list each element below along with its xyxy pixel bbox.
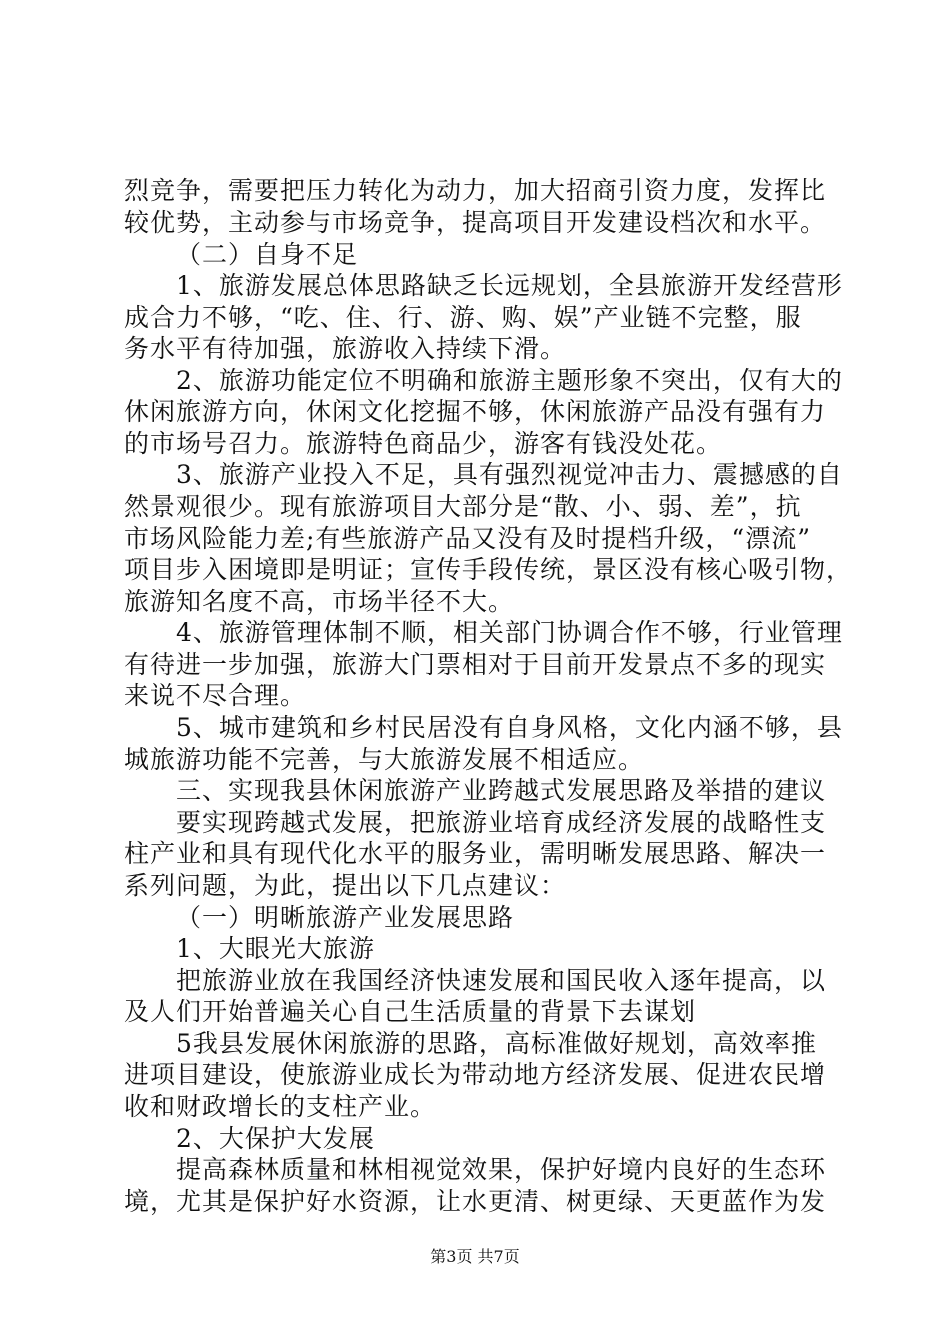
body-text-line: 项目步入困境即是明证；宣传手段传统，景区没有核心吸引物， <box>124 555 853 584</box>
body-text-line: 系列问题，为此，提出以下几点建议： <box>124 871 567 900</box>
item-heading: 1、大眼光大旅游 <box>176 934 375 963</box>
body-text-line: 要实现跨越式发展，把旅游业培育成经济发展的战略性支 <box>176 808 827 837</box>
body-text-line: 来说不尽合理。 <box>124 681 307 710</box>
body-text-line: 的市场号召力。旅游特色商品少，游客有钱没处花。 <box>124 429 723 458</box>
body-text-line: 进项目建设，使旅游业成长为带动地方经济发展、促进农民增 <box>124 1060 827 1089</box>
page-footer: 第3页 共7页 <box>430 1247 520 1266</box>
body-text-line: 及人们开始普遍关心自己生活质量的背景下去谋划 <box>124 997 697 1026</box>
body-text-line: 4、旅游管理体制不顺，相关部门协调合作不够，行业管理 <box>176 618 843 647</box>
body-text-line: 烈竞争，需要把压力转化为动力，加大招商引资力度，发挥比 <box>124 176 827 205</box>
body-text-line: 务水平有待加强，旅游收入持续下滑。 <box>124 334 567 363</box>
body-text-line: 成合力不够，“吃、住、行、游、购、娱”产业链不完整，服 <box>124 303 802 332</box>
body-text-line: 2、旅游功能定位不明确和旅游主题形象不突出，仅有大的 <box>176 366 843 395</box>
body-text-line: 柱产业和具有现代化水平的服务业，需明晰发展思路、解决一 <box>124 839 827 868</box>
body-text-line: 旅游知名度不高，市场半径不大。 <box>124 587 515 616</box>
body-text-line: 把旅游业放在我国经济快速发展和国民收入逐年提高，以 <box>176 966 827 995</box>
body-text-line: 提高森林质量和林相视觉效果，保护好境内良好的生态环 <box>176 1155 827 1184</box>
subsection-heading: （一）明晰旅游产业发展思路 <box>176 903 515 932</box>
body-text-line: 城旅游功能不完善，与大旅游发展不相适应。 <box>124 745 645 774</box>
body-text-line: 境，尤其是保护好水资源，让水更清、树更绿、天更蓝作为发 <box>124 1187 827 1216</box>
item-heading: 2、大保护大发展 <box>176 1124 375 1153</box>
body-text-line: 5、城市建筑和乡村民居没有自身风格，文化内涵不够，县 <box>176 713 843 742</box>
body-text-line: 然景观很少。现有旅游项目大部分是“散、小、弱、差”，抗 <box>124 492 802 521</box>
body-text-line: 休闲旅游方向，休闲文化挖掘不够，休闲旅游产品没有强有力 <box>124 397 827 426</box>
body-text-line: 1、旅游发展总体思路缺乏长远规划，全县旅游开发经营形 <box>176 271 843 300</box>
body-text-line: 较优势，主动参与市场竞争，提高项目开发建设档次和水平。 <box>124 208 827 237</box>
body-text-line: 市场风险能力差;有些旅游产品又没有及时提档升级，“漂流” <box>124 524 811 553</box>
body-text-line: 有待进一步加强，旅游大门票相对于目前开发景点不多的现实 <box>124 650 827 679</box>
section-heading: 三、实现我县休闲旅游产业跨越式发展思路及举措的建议 <box>176 776 827 805</box>
body-text-line: 3、旅游产业投入不足，具有强烈视觉冲击力、震撼感的自 <box>176 460 843 489</box>
section-heading: （二）自身不足 <box>176 240 359 269</box>
body-text-line: 收和财政增长的支柱产业。 <box>124 1092 437 1121</box>
body-text-line: 5我县发展休闲旅游的思路，高标准做好规划，高效率推 <box>176 1029 817 1058</box>
